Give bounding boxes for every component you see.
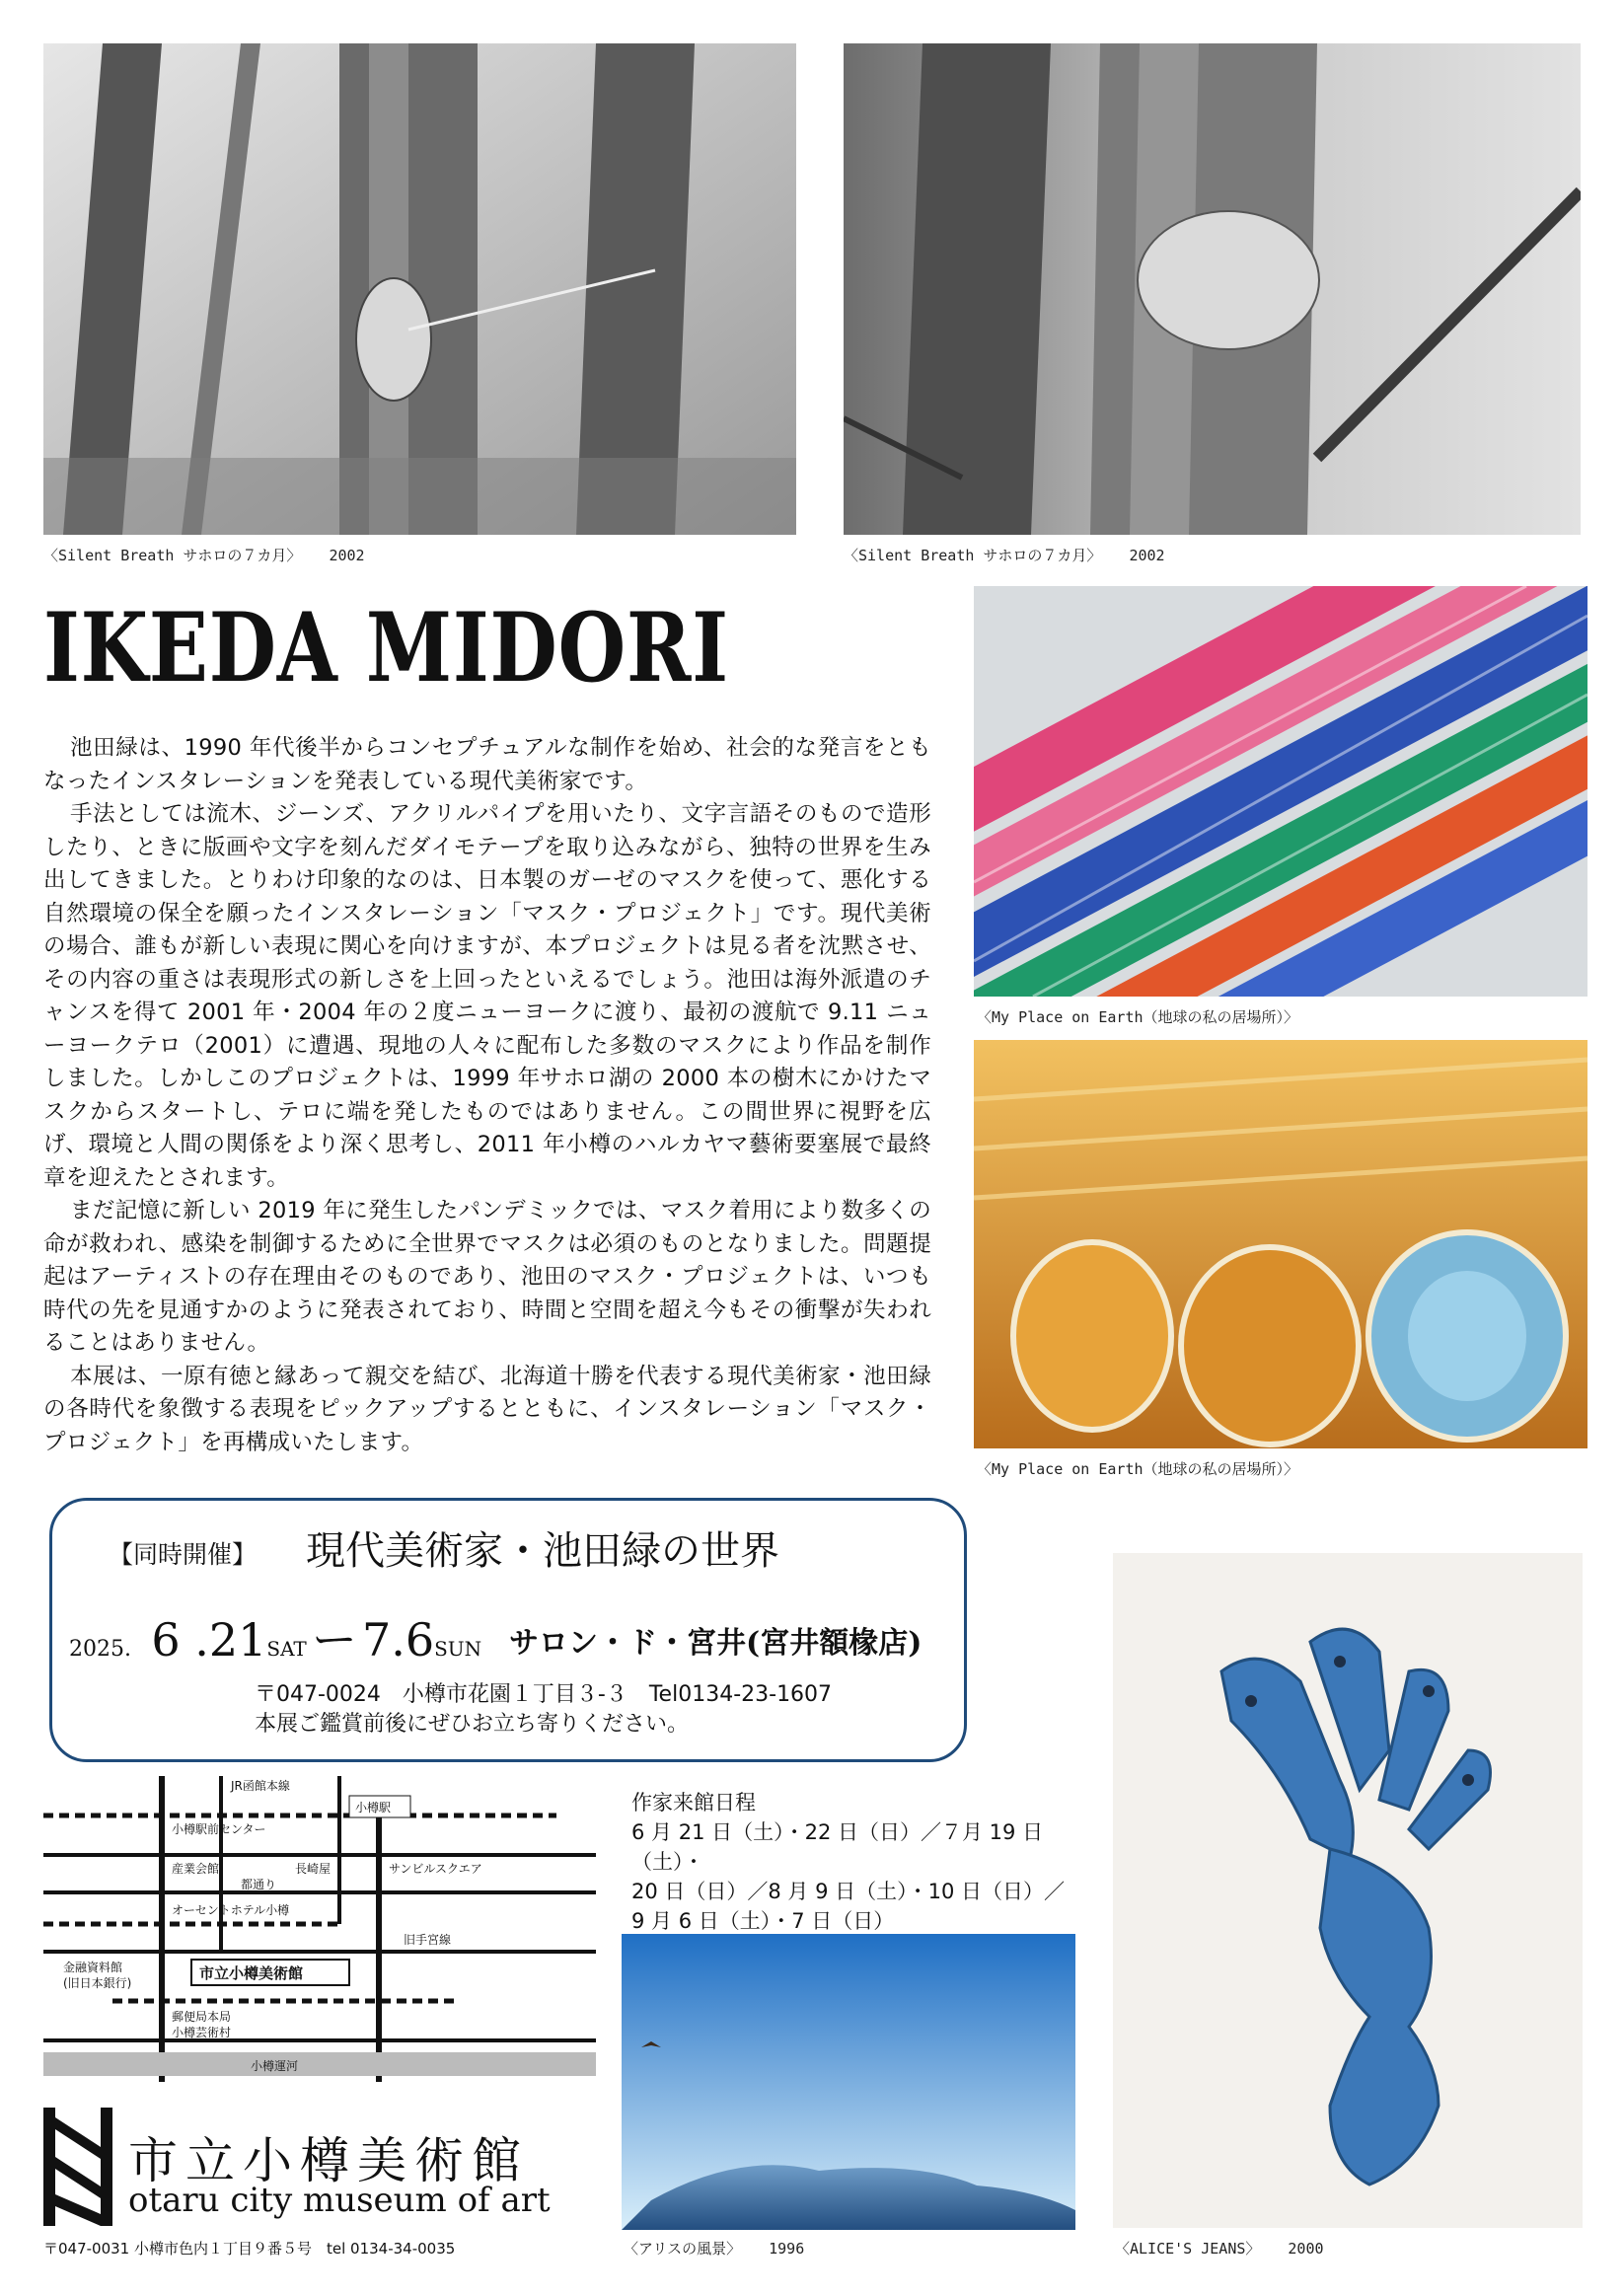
map-miyako: 都通り <box>241 1878 277 1891</box>
map-sunmall: サンビルスクエア <box>389 1862 482 1876</box>
photo-alices-jeans <box>1113 1553 1583 2228</box>
event-start-day: SAT <box>266 1637 307 1661</box>
event-dates <box>69 1604 481 1669</box>
caption-silent-breath-right: 〈Silent Breath サホロの７カ月〉 2002 <box>844 547 1165 564</box>
photo-my-place-on-earth-1 <box>974 586 1587 997</box>
event-note: 本展ご鑑賞前後にぜひお立ち寄りください。 <box>255 1712 690 1737</box>
concurrent-exhibition-title: 現代美術家・池田緑の世界 <box>306 1528 779 1574</box>
caption-silent-breath-left: 〈Silent Breath サホロの７カ月〉 2002 <box>43 547 365 564</box>
photo-my-place-on-earth-2 <box>974 1040 1587 1448</box>
paragraph: 手法としては流木、ジーンズ、アクリルパイプを用いたり、文字言語そのもので造形したり、ときに版画や文字を刻んだダイモテープを取り込みながら、独特の世界を生み出してきました。とりわけ印象的なのは、日本製のガーゼのマスクを使って、悪化する自然環境の保全を願ったインスタレーション「マスク・プロジェクト」です。現代美術の場合、誰もが新しい表現に関心を向けますが、本プロジェクトは見る者を沈黙させ、その内容の重さは表現形式の新しさを上回ったといえるでしょう。池田は海外派遣のチャンスを得て 2001 年・2004 年の２度ニューヨークに渡り、最初の渡航で 9.11 ニューヨークテロ（2001）に遭遇、現地の人々に配布した多数のマスクにより作品を制作しました。しかしこのプロジェクトは、1999 年サホロ湖の 2000 本の樹木にかけたマスクからスタートし、テロに端を発したものではありません。この間世界に視野を広げ、環境と人間の関係をより深く思考し、2011 年小樽のハルカヤマ藝術要塞展で最終章を迎えたとされます。 <box>43 801 931 1191</box>
visit-line: 6 月 21 日（土）・22 日（日）／７月 19 日（土）・ <box>631 1820 1044 1874</box>
paragraph: まだ記憶に新しい 2019 年に発生したパンデミックでは、マスク着用により数多くの命が救われ、感染を制御するために全世界でマスクは必須のものとなりました。問題提起はアーティストの存在理由そのものであり、池田のマスク・プロジェクトは、いつも時代の先を見通すかのように発表されており、時間と空間を超え今もその衝撃が失われることはありません。 <box>43 1198 931 1356</box>
museum-name-ja: 市立小樽美術館 <box>128 2132 529 2189</box>
event-start: 6 .21 <box>151 1613 267 1666</box>
visit-line: 9 月 6 日（土）・7 日（日） <box>631 1909 895 1933</box>
event-year: 2025. <box>69 1637 131 1662</box>
photo-silent-breath-right <box>844 43 1581 535</box>
map-tourist-center: 小樽駅前センター <box>172 1822 266 1836</box>
caption-alices-jeans: 〈ALICE'S JEANS〉 2000 <box>1115 2240 1324 2258</box>
map-sangyo: 産業会館 <box>172 1862 220 1876</box>
caption-my-place-on-earth-2: 〈My Place on Earth（地球の私の居場所）〉 <box>977 1460 1299 1478</box>
paragraph: 池田緑は、1990 年代後半からコンセプチュアルな制作を始め、社会的な発言をともなったインスタレーションを発表している現代美術家です。 <box>43 735 931 794</box>
visit-heading: 作家来館日程 <box>631 1791 756 1815</box>
concurrent-tag: 【同時開催】 <box>109 1540 258 1569</box>
page-title: IKEDA MIDORI <box>43 592 729 704</box>
event-dash: ー <box>311 1613 357 1666</box>
map-hotel: オーセントホテル小樽 <box>172 1903 290 1917</box>
map-station: 小樽駅 <box>355 1801 392 1815</box>
artist-visit-schedule <box>631 1788 1085 1936</box>
map-old-line: 旧手宮線 <box>404 1933 452 1947</box>
paragraph: 本展は、一原有徳と縁あって親交を結び、北海道十勝を代表する現代美術家・池田緑の各時代を象徴する表現をピックアップするとともに、インスタレーション「マスク・プロジェクト」を再構成いたします。 <box>43 1363 931 1455</box>
event-end-day: SUN <box>434 1637 482 1661</box>
event-address: 〒047-0024 小樽市花園１丁目３-３ Tel0134-23-1607 <box>255 1682 833 1707</box>
caption-my-place-on-earth-1: 〈My Place on Earth（地球の私の居場所）〉 <box>977 1008 1299 1026</box>
map-post: 郵便局本局 <box>172 2010 232 2024</box>
article-body <box>43 732 931 1459</box>
map-jr-line: JR函館本線 <box>231 1779 290 1793</box>
museum-name-en: otaru city museum of art <box>128 2181 551 2220</box>
photo-alice-landscape <box>622 1934 1075 2230</box>
map-finance-sub: (旧日本銀行) <box>63 1976 132 1990</box>
event-venue: サロン・ド・宮井(宮井額椽店) <box>509 1626 923 1661</box>
map-canal: 小樽運河 <box>251 2059 299 2073</box>
caption-alice-landscape: 〈アリスの風景〉 1996 <box>624 2240 805 2258</box>
event-end: 7.6 <box>361 1613 435 1666</box>
map-arts: 小樽芸術村 <box>172 2026 232 2039</box>
museum-address: 〒047-0031 小樽市色内１丁目９番５号 tel 0134-34-0035 <box>43 2240 456 2258</box>
map-museum: 市立小樽美術館 <box>199 1964 304 1982</box>
map-finance: 金融資料館 <box>63 1961 123 1974</box>
access-map <box>43 1776 596 2082</box>
photo-silent-breath-left <box>43 43 796 535</box>
map-nagasakiya: 長崎屋 <box>295 1862 332 1876</box>
museum-logo <box>43 2108 112 2226</box>
visit-line: 20 日（日）／8 月 9 日（土）・10 日（日）／ <box>631 1880 1066 1903</box>
